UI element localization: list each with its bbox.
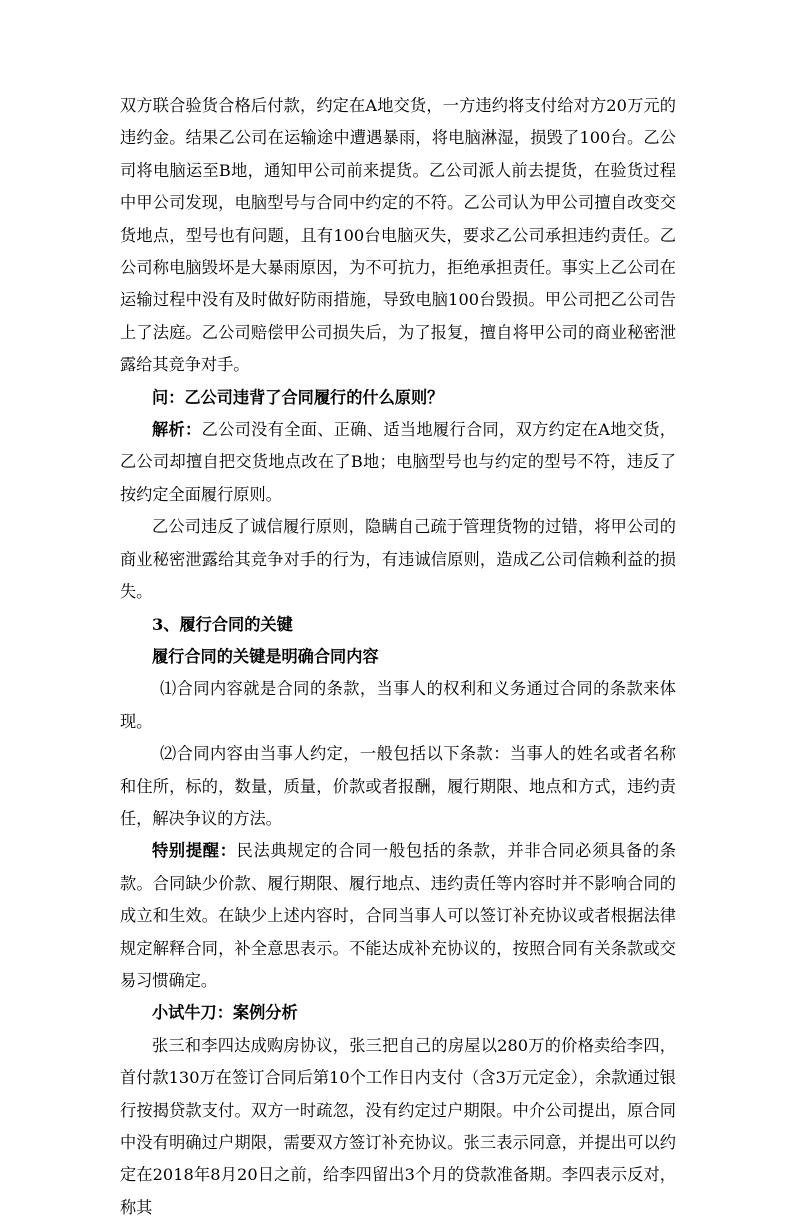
reminder-label: 特别提醒： <box>152 841 237 861</box>
list-item-2: ⑵合同内容由当事人约定，一般包括以下条款：当事人的姓名或者名称和住所，标的，数量，质量，价款或者报酬，履行期限、地点和方式，违约责任，解决争议的方法。 <box>120 744 676 828</box>
section-subheading: 履行合同的关键是明确合同内容 <box>152 646 379 666</box>
reminder-text: 民法典规定的合同一般包括的条款，并非合同必须具备的条款。合同缺少价款、履行期限、履行地点、违约责任等内容时并不影响合同的成立和生效。在缺少上述内容时，合同当事人可以签订补充协议或者根据法律规定解释合同，补全意思表示。不能达成补充协议的，按照合同有关条款或交易习惯确定。 <box>120 841 677 990</box>
list-item-1: ⑴合同内容就是合同的条款，当事人的权利和义务通过合同的条款来体现。 <box>120 679 676 731</box>
case-paragraph-continued: 双方联合验货合格后付款，约定在A地交货，一方违约将支付给对方20万元的违约金。结果乙公司在运输途中遭遇暴雨，将电脑淋湿，损毁了100台。乙公司将电脑运至B地，通知甲公司前来提货。乙公司派人前去提货，在验货过程中甲公司发现，电脑型号与合同中约定的不符。乙公司认为甲公司擅自改变交货地点，型号也有问题，且有100台电脑灭失，要求乙公司承担违约责任。乙公司称电脑毁坏是大暴雨原因，为不可抗力，拒绝承担责任。事实上乙公司在运输过程中没有及时做好防雨措施，导致电脑100台毁损。甲公司把乙公司告上了法庭。乙公司赔偿甲公司损失后，为了报复，擅自将甲公司的商业秘密泄露给其竞争对手。 <box>120 96 676 375</box>
analysis-label: 解析： <box>152 420 202 440</box>
reminder-paragraph <box>120 835 676 997</box>
analysis-paragraph <box>120 414 676 511</box>
document-body <box>120 90 676 1224</box>
good-faith-paragraph: 乙公司违反了诚信履行原则，隐瞒自己疏于管理货物的过错，将甲公司的商业秘密泄露给其竞争对手的行为，有违诚信原则，造成乙公司信赖利益的损失。 <box>120 517 676 602</box>
section-heading: 3、履行合同的关键 <box>152 614 293 634</box>
question-line: 问：乙公司违背了合同履行的什么原则？ <box>152 387 444 407</box>
practice-heading: 小试牛刀：案例分析 <box>152 1003 298 1023</box>
practice-case-paragraph: 张三和李四达成购房协议，张三把自己的房屋以280万的价格卖给李四，首付款130万在签订合同后第10个工作日内支付（含3万元定金），余款通过银行按揭贷款支付。双方一时疏忽，没有约定过户期限。中介公司提出，原合同中没有明确过户期限，需要双方签订补充协议。张三表示同意，并提出可以约定在2018年8月20日之前，给李四留出3个月的贷款准备期。李四表示反对，称其 <box>120 1035 676 1217</box>
analysis-text: 乙公司没有全面、正确、适当地履行合同，双方约定在A地交货，乙公司却擅自把交货地点改在了B地；电脑型号也与约定的型号不符，违反了按约定全面履行原则。 <box>120 420 676 504</box>
